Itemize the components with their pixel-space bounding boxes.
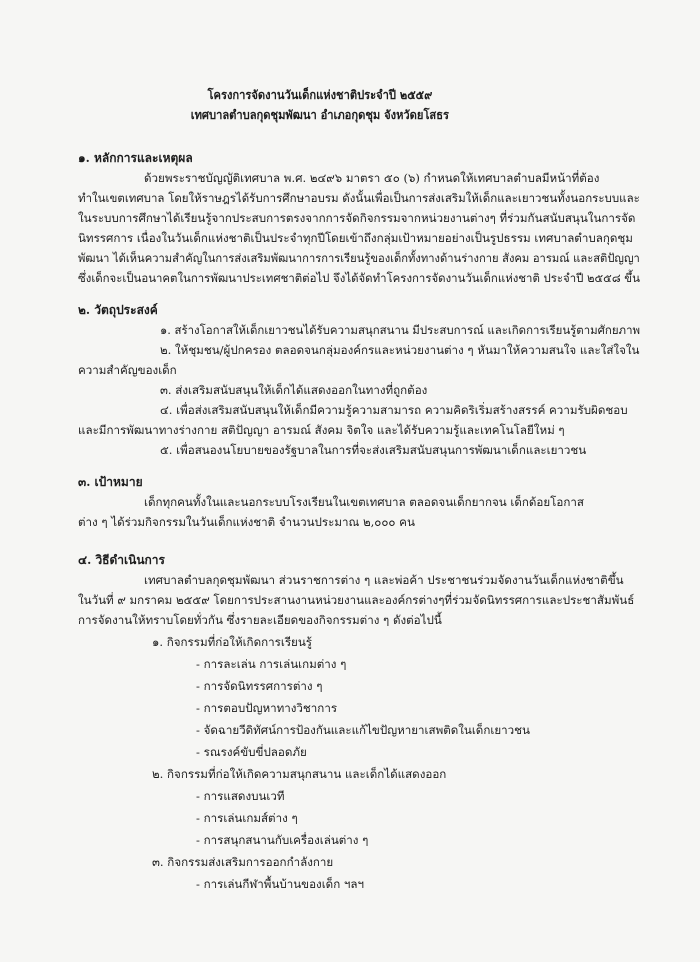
activity-2-item: - การแสดงบนเวที: [196, 789, 285, 803]
objective-5: ๕. เพื่อสนองนโยบายของรัฐบาลในการที่จะส่งเสริมสนับสนุนการพัฒนาเด็กและเยาวชน: [160, 443, 587, 457]
section-1-line-1: ด้วยพระราชบัญญัติเทศบาล พ.ศ. ๒๔๙๖ มาตรา ๕๐ (๖) กำหนดให้เทศบาลตำบลมีหน้าที่ต้อง: [144, 171, 600, 185]
activity-1-title: ๑. กิจกรรมที่ก่อให้เกิดการเรียนรู้: [152, 635, 312, 649]
objective-2: ๒. ให้ชุมชน/ผู้ปกครอง ตลอดจนกลุ่มองค์กรและหน่วยงานต่าง ๆ หันมาให้ความสนใจ และใส่ใจใน: [160, 343, 640, 357]
activity-2-item: - การเล่นเกมส์ต่าง ๆ: [196, 811, 298, 825]
activity-1-item: - รณรงค์ขับขี่ปลอดภัย: [196, 745, 307, 759]
activity-1-item: - การจัดนิทรรศการต่าง ๆ: [196, 679, 323, 693]
activity-3-title: ๓. กิจกรรมส่งเสริมการออกกำลังกาย: [152, 855, 334, 869]
procedure-line-2: ในวันที่ ๙ มกราคม ๒๕๕๙ โดยการประสานงานหน่วยงานและองค์กรต่างๆที่ร่วมจัดนิทรรศการและประชาสัมพันธ์: [78, 593, 635, 607]
section-1-heading: ๑. หลักการและเหตุผล: [78, 151, 193, 165]
section-1-line-2: ทำในเขตเทศบาล โดยให้ราษฎรได้รับการศึกษาอบรม ดังนั้นเพื่อเป็นการส่งเสริมให้เด็กและเยาวชนทั้งนอกระบบและ: [78, 191, 640, 205]
activity-3-item: - การเล่นกีฬาพื้นบ้านของเด็ก ฯลฯ: [196, 877, 365, 891]
activity-2-item: - การสนุกสนานกับเครื่องเล่นต่าง ๆ: [196, 833, 369, 847]
procedure-line-3: การจัดงานให้ทราบโดยทั่วกัน ซึ่งรายละเอียดของกิจกรรมต่าง ๆ ดังต่อไปนี้: [78, 613, 442, 627]
section-4-heading: ๔. วิธีดำเนินการ: [78, 553, 165, 567]
objective-3: ๓. ส่งเสริมสนับสนุนให้เด็กได้แสดงออกในทางที่ถูกต้อง: [160, 383, 428, 397]
objective-2-continued: ความสำคัญของเด็ก: [78, 363, 177, 377]
activity-2-title: ๒. กิจกรรมที่ก่อให้เกิดความสนุกสนาน และเด็กได้แสดงออก: [152, 767, 447, 781]
section-1-line-5: พัฒนา ได้เห็นความสำคัญในการส่งเสริมพัฒนาการการเรียนรู้ของเด็กทั้งทางด้านร่างกาย สังคม อารมณ์ และสติปัญญา: [78, 251, 640, 265]
section-1-line-6: ซึ่งเด็กจะเป็นอนาคตในการพัฒนาประเทศชาติต่อไป จึงได้จัดทำโครงการจัดงานวันเด็กแห่งชาติ ประจำปี ๒๕๕๘ ขึ้น: [78, 271, 640, 285]
activity-1-item: - การละเล่น การเล่นเกมต่าง ๆ: [196, 657, 347, 671]
section-3-heading: ๓. เป้าหมาย: [78, 475, 143, 489]
target-line-2: ต่าง ๆ ได้ร่วมกิจกรรมในวันเด็กแห่งชาติ จำนวนประมาณ ๒,๐๐๐ คน: [78, 515, 415, 529]
document-title-line-2: เทศบาลตำบลกุดชุมพัฒนา อำเภอกุดชุม จังหวัดยโสธร: [190, 108, 450, 122]
document-title-line-1: โครงการจัดงานวันเด็กแห่งชาติประจำปี ๒๕๕๙: [207, 88, 433, 102]
objective-4: ๔. เพื่อส่งเสริมสนับสนุนให้เด็กมีความรู้ความสามารถ ความคิดริเริ่มสร้างสรรค์ ความรับผิดชอบ: [160, 403, 628, 417]
activity-1-item: - จัดฉายวีดิทัศน์การป้องกันและแก้ไขปัญหายาเสพติดในเด็กเยาวชน: [196, 723, 530, 737]
section-1-line-3: ในระบบการศึกษาได้เรียนรู้จากประสบการตรงจากการจัดกิจกรรมจากหน่วยงานต่างๆ ที่ร่วมกันสนับสนุนในการจัด: [78, 211, 636, 225]
activity-1-item: - การตอบปัญหาทางวิชาการ: [196, 701, 338, 715]
section-2-heading: ๒. วัตถุประสงค์: [78, 303, 158, 317]
target-line-1: เด็กทุกคนทั้งในและนอกระบบโรงเรียนในเขตเทศบาล ตลอดจนเด็กยากจน เด็กด้อยโอกาส: [144, 495, 584, 509]
procedure-line-1: เทศบาลตำบลกุดชุมพัฒนา ส่วนราชการต่าง ๆ และพ่อค้า ประชาชนร่วมจัดงานวันเด็กแห่งชาติขึ้น: [144, 573, 624, 587]
objective-1: ๑. สร้างโอกาสให้เด็กเยาวชนได้รับความสนุกสนาน มีประสบการณ์ และเกิดการเรียนรู้ตามศักยภาพ: [160, 323, 641, 337]
objective-4-continued: และมีการพัฒนาทางร่างกาย สติปัญญา อารมณ์ สังคม จิตใจ และได้รับความรู้และเทคโนโลยีใหม่ ๆ: [78, 423, 565, 437]
section-1-line-4: นิทรรศการ เนื่องในวันเด็กแห่งชาติเป็นประจำทุกปีโดยเข้าถึงกลุ่มเป้าหมายอย่างเป็นรูปธรรม เทศบาลตำบลกุดชุม: [78, 231, 633, 245]
